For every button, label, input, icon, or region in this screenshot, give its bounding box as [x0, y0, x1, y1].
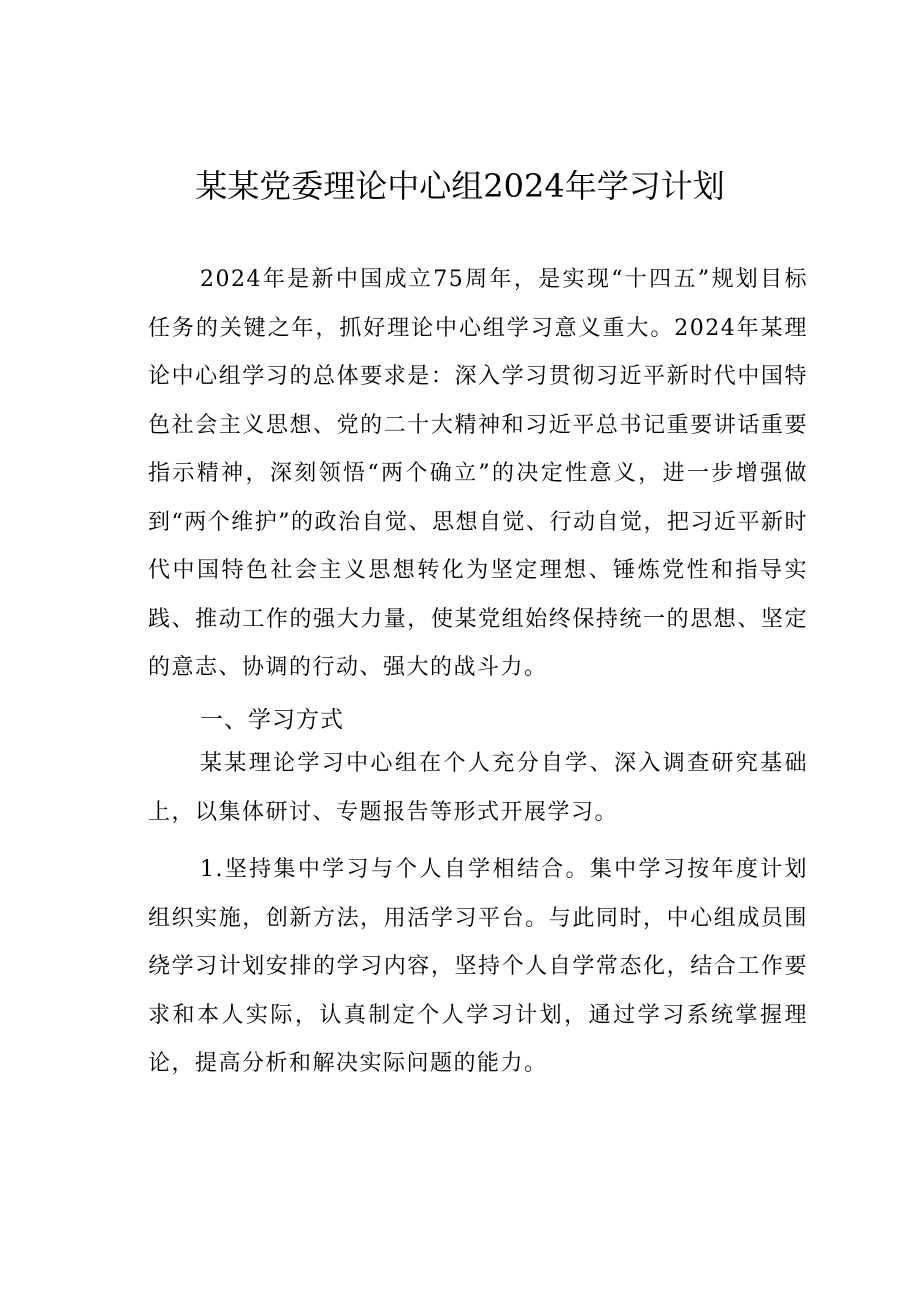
section-list-item-1: 1.坚持集中学习与个人自学相结合。集中学习按年度计划组织实施，创新方法，用活学习平台。与此同时，中心组成员围绕学习计划安排的学习内容，坚持个人自学常态化，结合工作要求和本人实际，认真制定个人学习计划，通过学习系统掌握理论，提高分析和解决实际问题的能力。	[148, 857, 808, 1076]
document-title: 某某党委理论中心组2024年学习计划	[195, 167, 725, 205]
intro-paragraph: 2024年是新中国成立75周年，是实现“十四五”规划目标任务的关键之年，抓好理论中心组学习意义重大。2024年某理论中心组学习的总体要求是：深入学习贯彻习近平新时代中国特色社会主义思想、党的二十大精神和习近平总书记重要讲话重要指示精神，深刻领悟“两个确立”的决定性意义，进一步增强做到“两个维护”的政治自觉、思想自觉、行动自觉，把习近平新时代中国特色社会主义思想转化为坚定理想、锤炼党性和指导实践、推动工作的强大力量，使某党组始终保持统一的思想、坚定的意志、协调的行动、强大的战斗力。	[148, 267, 808, 680]
section-heading-study-method: 一、学习方式	[200, 707, 344, 733]
section-paragraph-study-method: 某某理论学习中心组在个人充分自学、深入调查研究基础上，以集体研讨、专题报告等形式开展学习。	[148, 751, 808, 825]
